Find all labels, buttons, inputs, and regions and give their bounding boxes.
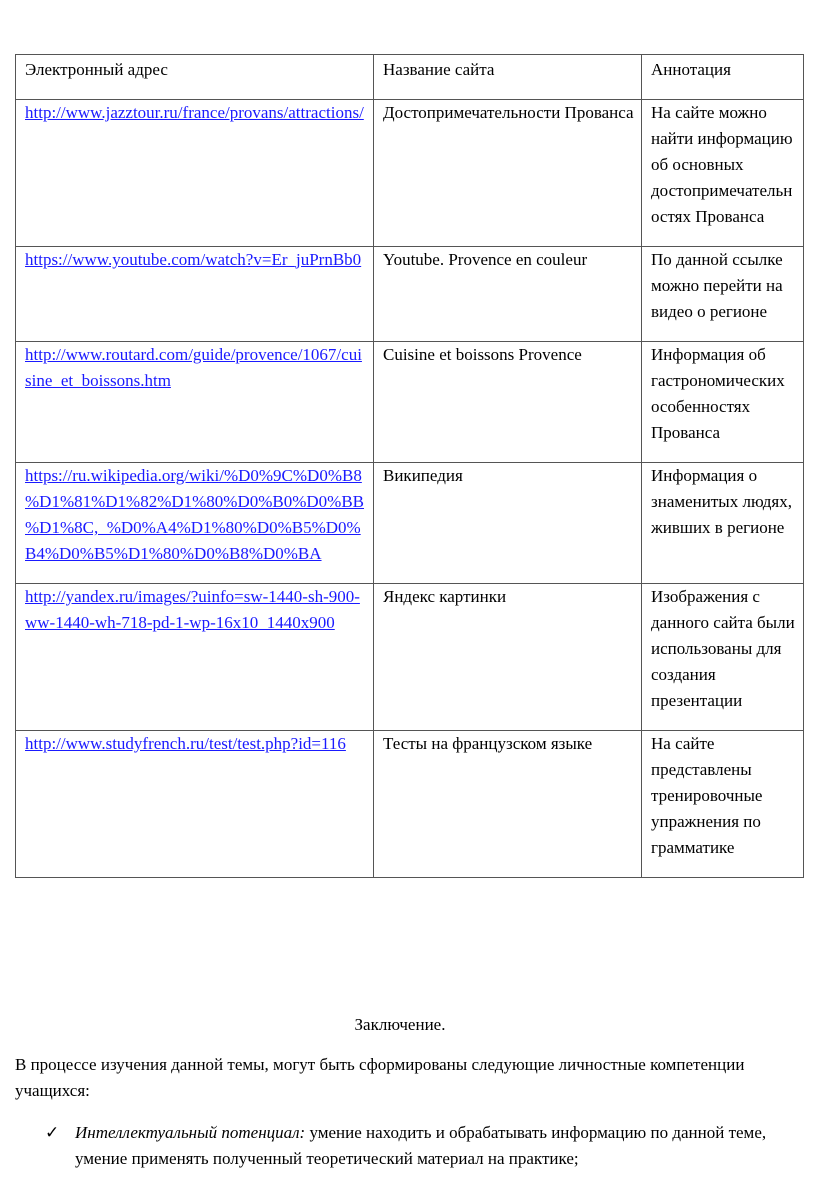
url-link[interactable]: https://www.youtube.com/watch?v=Er_juPrnBb0 — [25, 250, 362, 269]
table-row — [16, 584, 804, 731]
competence-bullet — [45, 1120, 785, 1172]
site-name-cell: Википедия — [374, 463, 642, 584]
table-row — [16, 342, 804, 463]
url-cell — [16, 247, 374, 342]
header-url: Электронный адрес — [16, 55, 374, 100]
conclusion-paragraph: В процессе изучения данной темы, могут быть сформированы следующие личностные компетенции учащихся: — [15, 1055, 745, 1100]
annotation-cell: Информация об гастрономических особенностях Прованса — [642, 342, 804, 463]
site-name-cell: Cuisine et boissons Provence — [374, 342, 642, 463]
url-cell — [16, 100, 374, 247]
site-name-cell: Достопримечательности Прованса — [374, 100, 642, 247]
url-link[interactable]: http://yandex.ru/images/?uinfo=sw-1440-sh-900-ww-1440-wh-718-pd-1-wp-16x10_1440x900 — [25, 587, 360, 632]
url-link[interactable]: http://www.studyfrench.ru/test/test.php?id=116 — [25, 734, 346, 753]
bullet-description: умение находить и обрабатывать информацию по данной теме, умение применять полученный теоретический материал на практике; — [75, 1123, 767, 1168]
url-link[interactable]: https://ru.wikipedia.org/wiki/%D0%9C%D0%B8%D1%81%D1%82%D1%80%D0%B0%D0%BB%D1%8C,_%D0%A4%D1%80%D0%B5%D0%B4%D0%B5%D1%80%D0%B8%D0%BA — [25, 466, 365, 563]
url-cell — [16, 584, 374, 731]
site-name-cell: Youtube. Provence en couleur — [374, 247, 642, 342]
table-row — [16, 247, 804, 342]
url-cell — [16, 463, 374, 584]
site-name-cell: Тесты на французском языке — [374, 731, 642, 878]
annotation-cell: Изображения с данного сайта были использованы для создания презентации — [642, 584, 804, 731]
url-cell — [16, 731, 374, 878]
bullet-text — [75, 1120, 785, 1172]
annotation-cell: На сайте представлены тренировочные упражнения по грамматике — [642, 731, 804, 878]
annotation-cell: Информация о знаменитых людях, живших в регионе — [642, 463, 804, 584]
table-row — [16, 731, 804, 878]
conclusion-heading: Заключение. — [354, 1015, 446, 1034]
url-link[interactable]: http://www.routard.com/guide/provence/1067/cuisine_et_boissons.htm — [25, 345, 362, 390]
site-name-cell: Яндекс картинки — [374, 584, 642, 731]
checkmark-icon: ✓ — [45, 1123, 60, 1142]
table-header-row — [16, 55, 804, 100]
header-site-name: Название сайта — [374, 55, 642, 100]
header-annotation: Аннотация — [642, 55, 804, 100]
table-row — [16, 463, 804, 584]
annotation-cell: По данной ссылке можно перейти на видео о регионе — [642, 247, 804, 342]
url-link[interactable]: http://www.jazztour.ru/france/provans/attractions/ — [25, 103, 364, 122]
links-table — [15, 54, 804, 878]
url-cell — [16, 342, 374, 463]
bullet-term: Интеллектуальный потенциал: — [75, 1123, 306, 1142]
table-row — [16, 100, 804, 247]
annotation-cell: На сайте можно найти информацию об основных достопримечательностях Прованса — [642, 100, 804, 247]
